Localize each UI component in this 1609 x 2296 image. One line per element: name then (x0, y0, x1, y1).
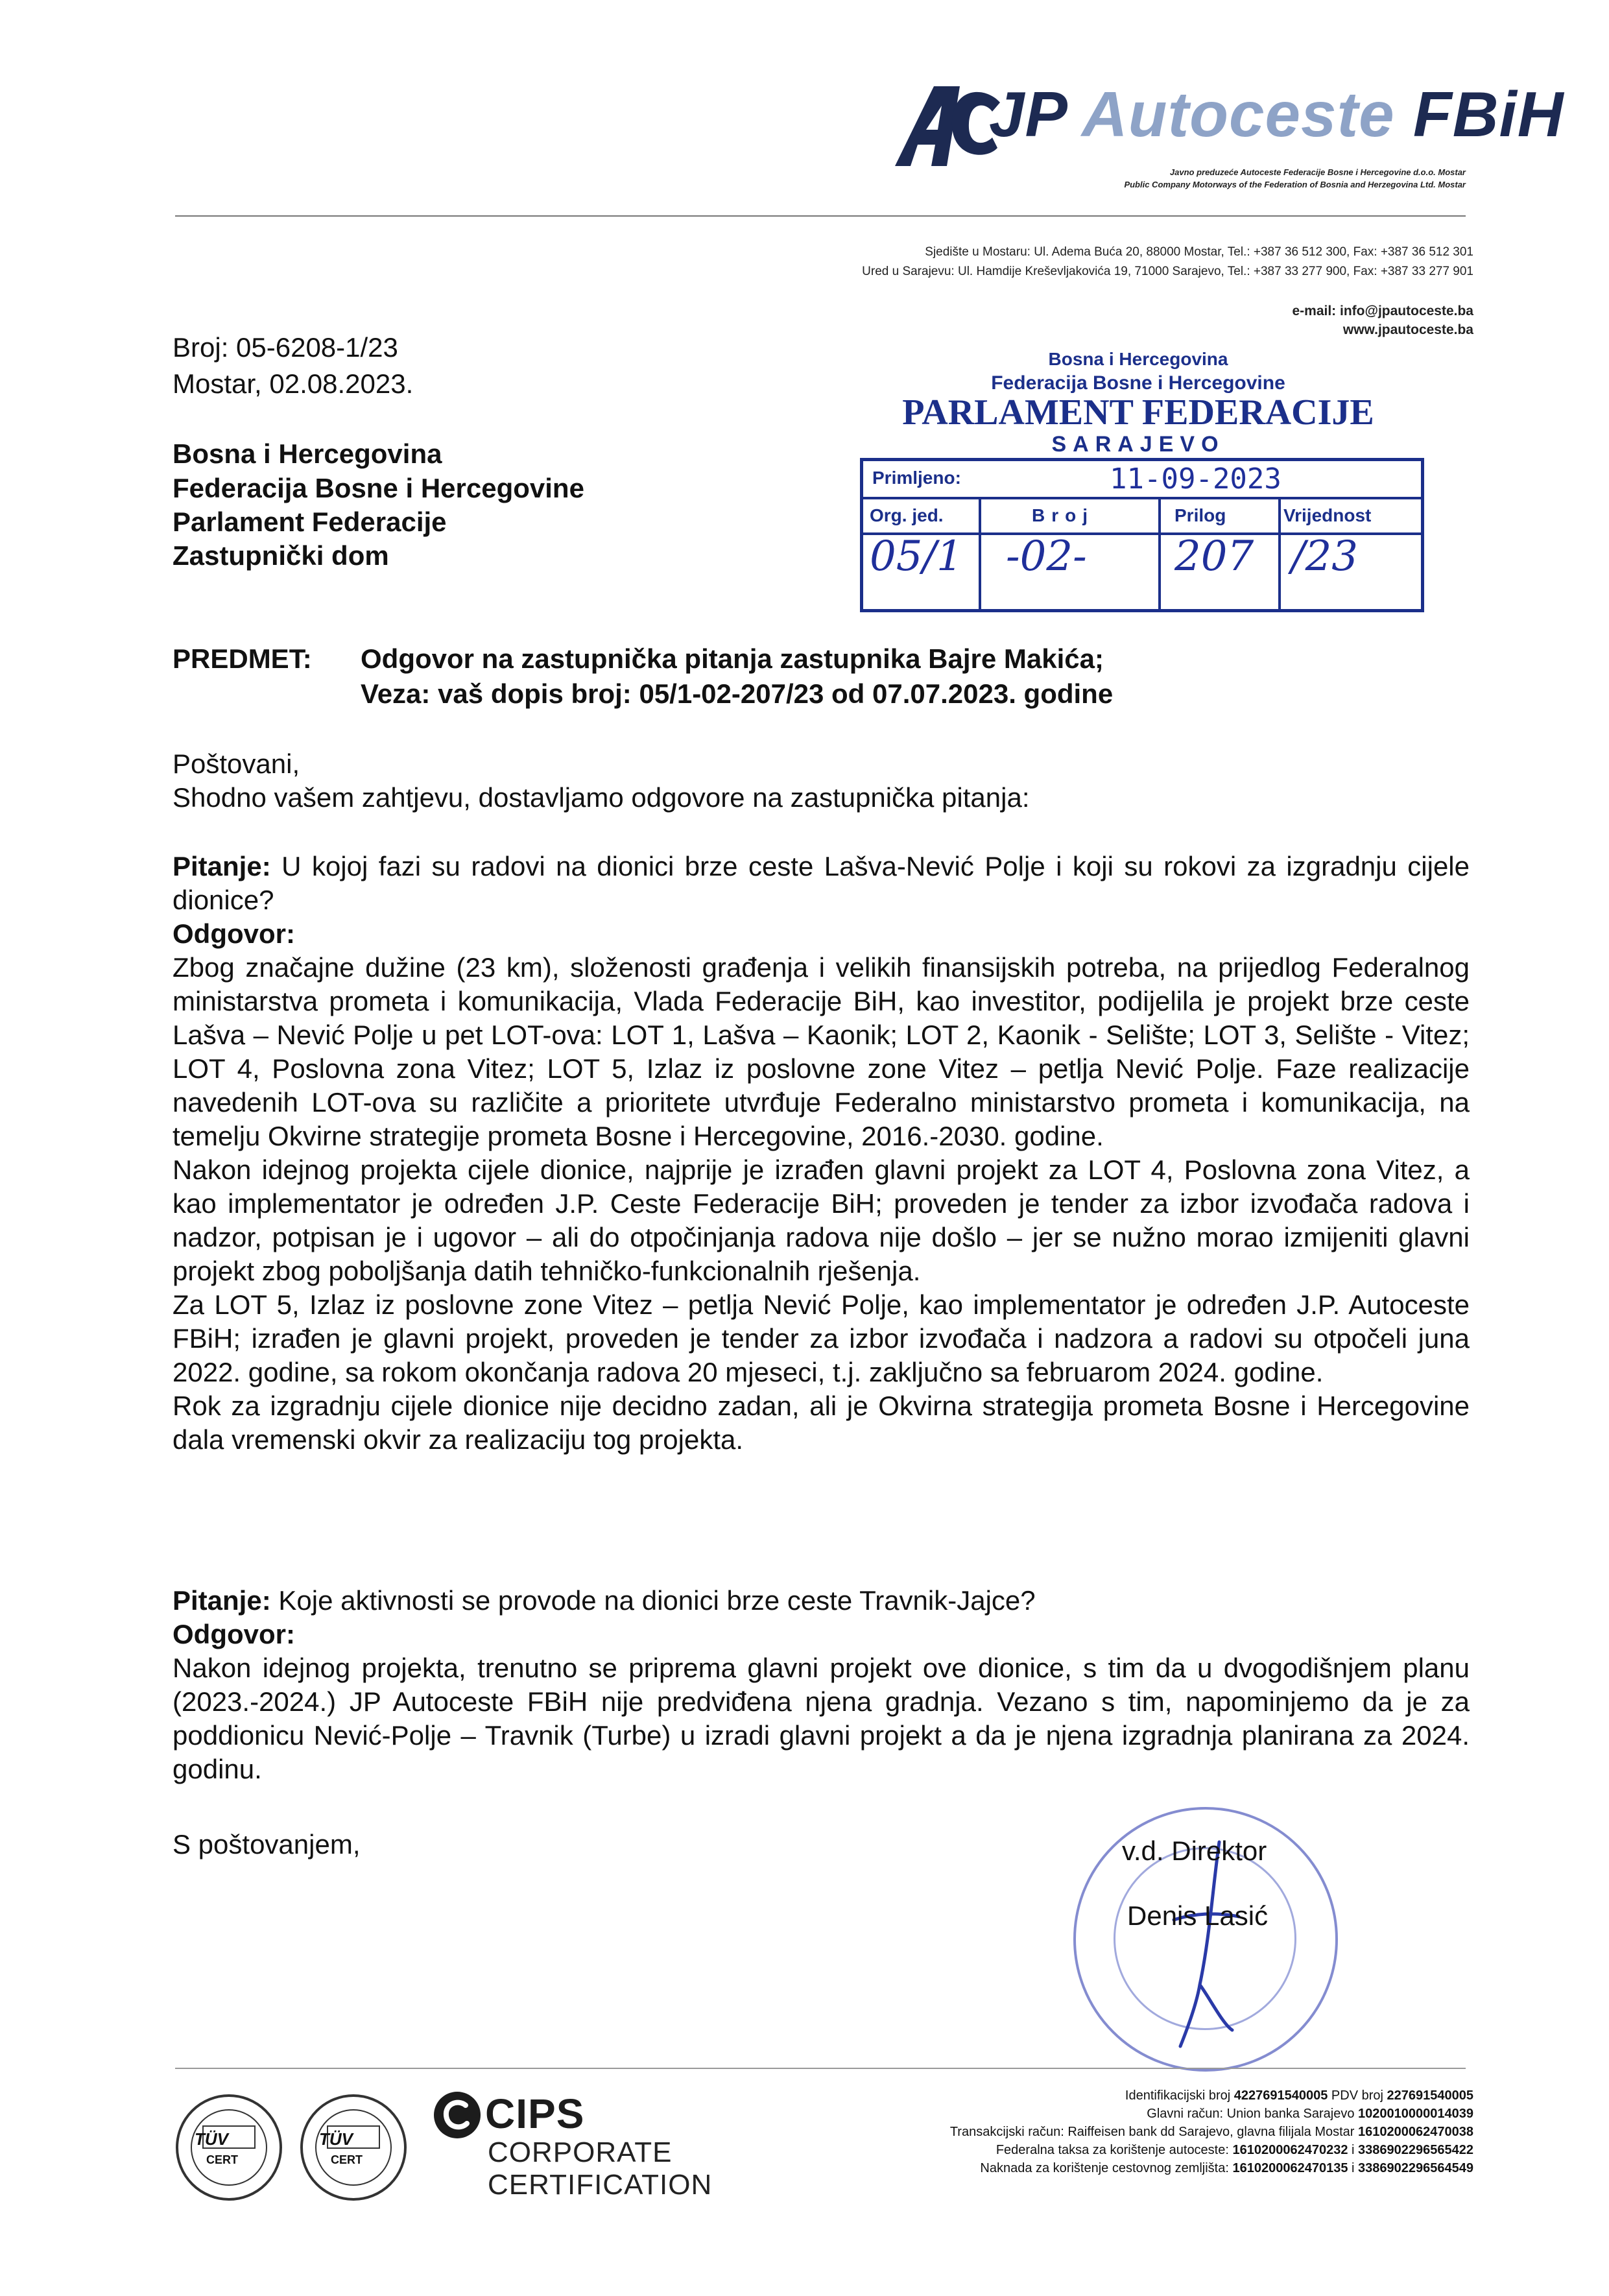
office-address-sarajevo: Ured u Sarajevu: Ul. Hamdije Kreševljakovića 19, 71000 Sarajevo, Tel.: +387 33 277 900, Fax: +387 33 277 901 (862, 265, 1473, 278)
subject-line: Odgovor na zastupnička pitanja zastupnika Bajre Makića; (361, 643, 1104, 674)
stamp-divider (1278, 499, 1281, 610)
main-account-label: Glavni račun: Union banka Sarajevo (1147, 2107, 1355, 2121)
subject-label: PREDMET: (173, 643, 312, 674)
cips-logo-icon (432, 2090, 483, 2140)
answer-1-paragraph: Za LOT 5, Izlaz iz poslovne zone Vitez – petlja Nević Polje, kao implementator je određen J.P. Autoceste FBiH; izrađen je glavni projekt, proveden je tender za izbor izvođača i nadzora a radovi su otpočeli juna 2022. godine, sa rokom okončanja radova 20 mjeseci, t.j. zaključno sa februarom 2024. godine. (173, 1289, 1470, 1387)
separator: i (1352, 2143, 1355, 2157)
land-fee-label: Naknada za korištenje cestovnog zemljišta: (980, 2161, 1229, 2175)
stamp-number-value: -02- (1006, 532, 1087, 580)
footer-main-account (713, 2107, 1473, 2122)
question-1 (173, 850, 1470, 917)
question-label: Pitanje: (173, 1585, 271, 1616)
stamp-divider (979, 499, 981, 610)
signatory-title: v.d. Direktor (1122, 1836, 1267, 1866)
letter-opening (173, 747, 1470, 815)
stamp-divider (863, 497, 1421, 499)
company-name (989, 78, 1564, 151)
stamp-org-value: 05/1 (870, 532, 963, 580)
cips-subtitle: CERTIFICATION (488, 2169, 713, 2201)
stamp-attachment-value: 207 (1174, 532, 1254, 580)
cert-badge-sub: CERT (331, 2153, 363, 2166)
pdv-label: PDV broj (1331, 2088, 1383, 2103)
logo-autoceste: Autoceste (1081, 78, 1395, 150)
stamp-col-attachment: Prilog (1174, 505, 1226, 525)
stamp-col-number: Broj (1032, 505, 1094, 525)
answer-1-paragraph: Zbog značajne dužine (23 km), složenosti građenja i velikih finansijskih potreba, na prijedlog Federalnog ministarstva prometa i komunikacija, Vlada Federacije BiH, kao investitor, podijelila je projekt brze ceste Lašva – Nević Polje u pet LOT-ova: LOT 1, Lašva – Kaonik; LOT 2, Kaonik - Selište; LOT 3, Selište - Vitez; LOT 4, Poslovna zona Vitez; LOT 5, Izlaz iz poslovne zone Vitez – petlja Nević Polje. Faze realizacije navedenih LOT-ova su različite a prioritete utvrđuje Federalno ministarstvo prometa i komunikacija, na temelju Okvirne strategije prometa Bosne i Hercegovine, 2016.-2030. godine. (173, 952, 1470, 1151)
footer-federal-tax (713, 2143, 1473, 2158)
stamp-title: PARLAMENT FEDERACIJE (902, 392, 1374, 433)
answer-1-paragraph: Nakon idejnog projekta cijele dionice, najprije je izrađen glavni projekt za LOT 4, Poslovna zona Vitez, a kao implementator je određen J.P. Ceste Federacije BiH; proveden je tender za izbor izvođača radova i nadzor, potpisan je i ugovor – ali do otpočinjanja radova nije došlo – jer se nužno morao izmijeniti glavni projekt zbog poboljšanja datih tehničko-funkcionalnih rješenja. (173, 1154, 1470, 1286)
logo-fbih: FBiH (1412, 78, 1564, 150)
recipient-line: Federacija Bosne i Hercegovine (173, 473, 584, 503)
stamp-divider (1158, 499, 1161, 610)
cips-name: CIPS (485, 2090, 585, 2137)
document-number: Broj: 05-6208-1/23 (173, 332, 398, 363)
tuv-certification-badge-icon (298, 2092, 409, 2203)
hq-address-mostar: Sjedište u Mostaru: Ul. Adema Buća 20, 88000 Mostar, Tel.: +387 36 512 300, Fax: +387 36 512 301 (925, 245, 1473, 259)
company-website: www.jpautoceste.ba (1342, 322, 1473, 337)
federal-tax-label: Federalna taksa za korištenje autoceste: (995, 2143, 1229, 2157)
subject-reference: Veza: vaš dopis broj: 05/1-02-207/23 od 07.07.2023. godine (361, 678, 1114, 709)
logo-jp: JP (989, 78, 1066, 150)
cips-subtitle: CORPORATE (488, 2136, 673, 2168)
company-subtitle-en: Public Company Motorways of the Federation of Bosnia and Herzegovina Ltd. Mostar (1124, 180, 1466, 189)
question-block-2 (173, 1584, 1470, 1786)
recipient-line: Zastupnički dom (173, 540, 389, 571)
transaction-account-value: 1610200062470038 (1358, 2125, 1473, 2139)
federal-tax-value: 1610200062470232 (1232, 2143, 1348, 2157)
separator: i (1352, 2161, 1355, 2175)
recipient-line: Parlament Federacije (173, 507, 447, 537)
footer-transaction-account (713, 2125, 1473, 2140)
land-fee-value: 1610200062470135 (1232, 2161, 1348, 2175)
question-2-text: Koje aktivnosti se provode na dionici brze ceste Travnik-Jajce? (278, 1585, 1036, 1616)
id-value: 4227691540005 (1234, 2088, 1328, 2103)
main-account-value: 1020010000014039 (1358, 2107, 1473, 2121)
received-stamp (850, 349, 1427, 615)
answer-2-paragraph: Nakon idejnog projekta, trenutno se priprema glavni projekt ove dionice, s tim da u dvogodišnjem planu (2023.-2024.) JP Autoceste FBiH nije predviđena njena gradnja. Vezano s tim, napominjemo da je za poddionicu Nević-Polje – Travnik (Turbe) u izradi glavni projekt a da je njena izgradnja planirana za 2024. godinu. (173, 1653, 1470, 1784)
stamp-received-date: 11-09-2023 (1110, 462, 1281, 496)
footer-id-line (713, 2088, 1473, 2103)
question-block-1 (173, 850, 1470, 1457)
federal-tax-value: 3386902296565422 (1358, 2143, 1473, 2157)
stamp-received-label: Primljeno: (872, 468, 961, 488)
intro-paragraph: Shodno vašem zahtjevu, dostavljamo odgovore na zastupnička pitanja: (173, 782, 1030, 813)
transaction-account-label: Transakcijski račun: Raiffeisen bank dd Sarajevo, glavna filijala Mostar (949, 2125, 1355, 2139)
answer-label: Odgovor: (173, 918, 295, 949)
footer-land-fee (713, 2161, 1473, 2176)
land-fee-value: 3386902296564549 (1358, 2161, 1473, 2175)
closing: S poštovanjem, (173, 1829, 361, 1860)
stamp-line: Federacija Bosne i Hercegovine (991, 372, 1285, 394)
question-1-text: U kojoj fazi su radovi na dionici brze ceste Lašva-Nević Polje i koji su rokovi za izgradnju cijele dionice? (173, 851, 1470, 915)
question-label: Pitanje: (173, 851, 271, 881)
pdv-value: 227691540005 (1387, 2088, 1473, 2103)
stamp-col-org: Org. jed. (870, 505, 944, 525)
id-label: Identifikacijski broj (1125, 2088, 1231, 2103)
answer-label: Odgovor: (173, 1619, 295, 1649)
stamp-table (860, 458, 1424, 612)
cert-badge-label: TÜV (319, 2129, 353, 2149)
cert-badge-sub: CERT (206, 2153, 238, 2166)
document-place-date: Mostar, 02.08.2023. (173, 368, 414, 399)
stamp-city: SARAJEVO (1051, 432, 1225, 457)
tuv-certification-badge-icon (174, 2092, 284, 2203)
ac-logo-mark-icon (888, 83, 1005, 167)
stamp-line: Bosna i Hercegovina (1048, 349, 1228, 369)
footer-divider (175, 2068, 1466, 2069)
company-email: e-mail: info@jpautoceste.ba (1292, 304, 1473, 318)
company-logo (888, 78, 1564, 208)
answer-1-paragraph: Rok za izgradnju cijele dionice nije decidno zadan, ali je Okvirna strategija prometa Bosne i Hercegovine dala vremenski okvir za realizaciju tog projekta. (173, 1391, 1470, 1455)
signatory-name: Denis Lasić (1127, 1900, 1269, 1931)
stamp-col-value: Vrijednost (1283, 505, 1372, 525)
signature-scribble-icon (1102, 1836, 1297, 2050)
recipient-line: Bosna i Hercegovina (173, 438, 442, 469)
question-2 (173, 1584, 1470, 1618)
salutation: Poštovani, (173, 748, 300, 779)
company-subtitle-bs: Javno preduzeće Autoceste Federacije Bosne i Hercegovine d.o.o. Mostar (1169, 167, 1466, 177)
header-divider (175, 215, 1466, 217)
cert-badge-label: TÜV (195, 2129, 228, 2149)
stamp-value-value: /23 (1291, 532, 1358, 580)
